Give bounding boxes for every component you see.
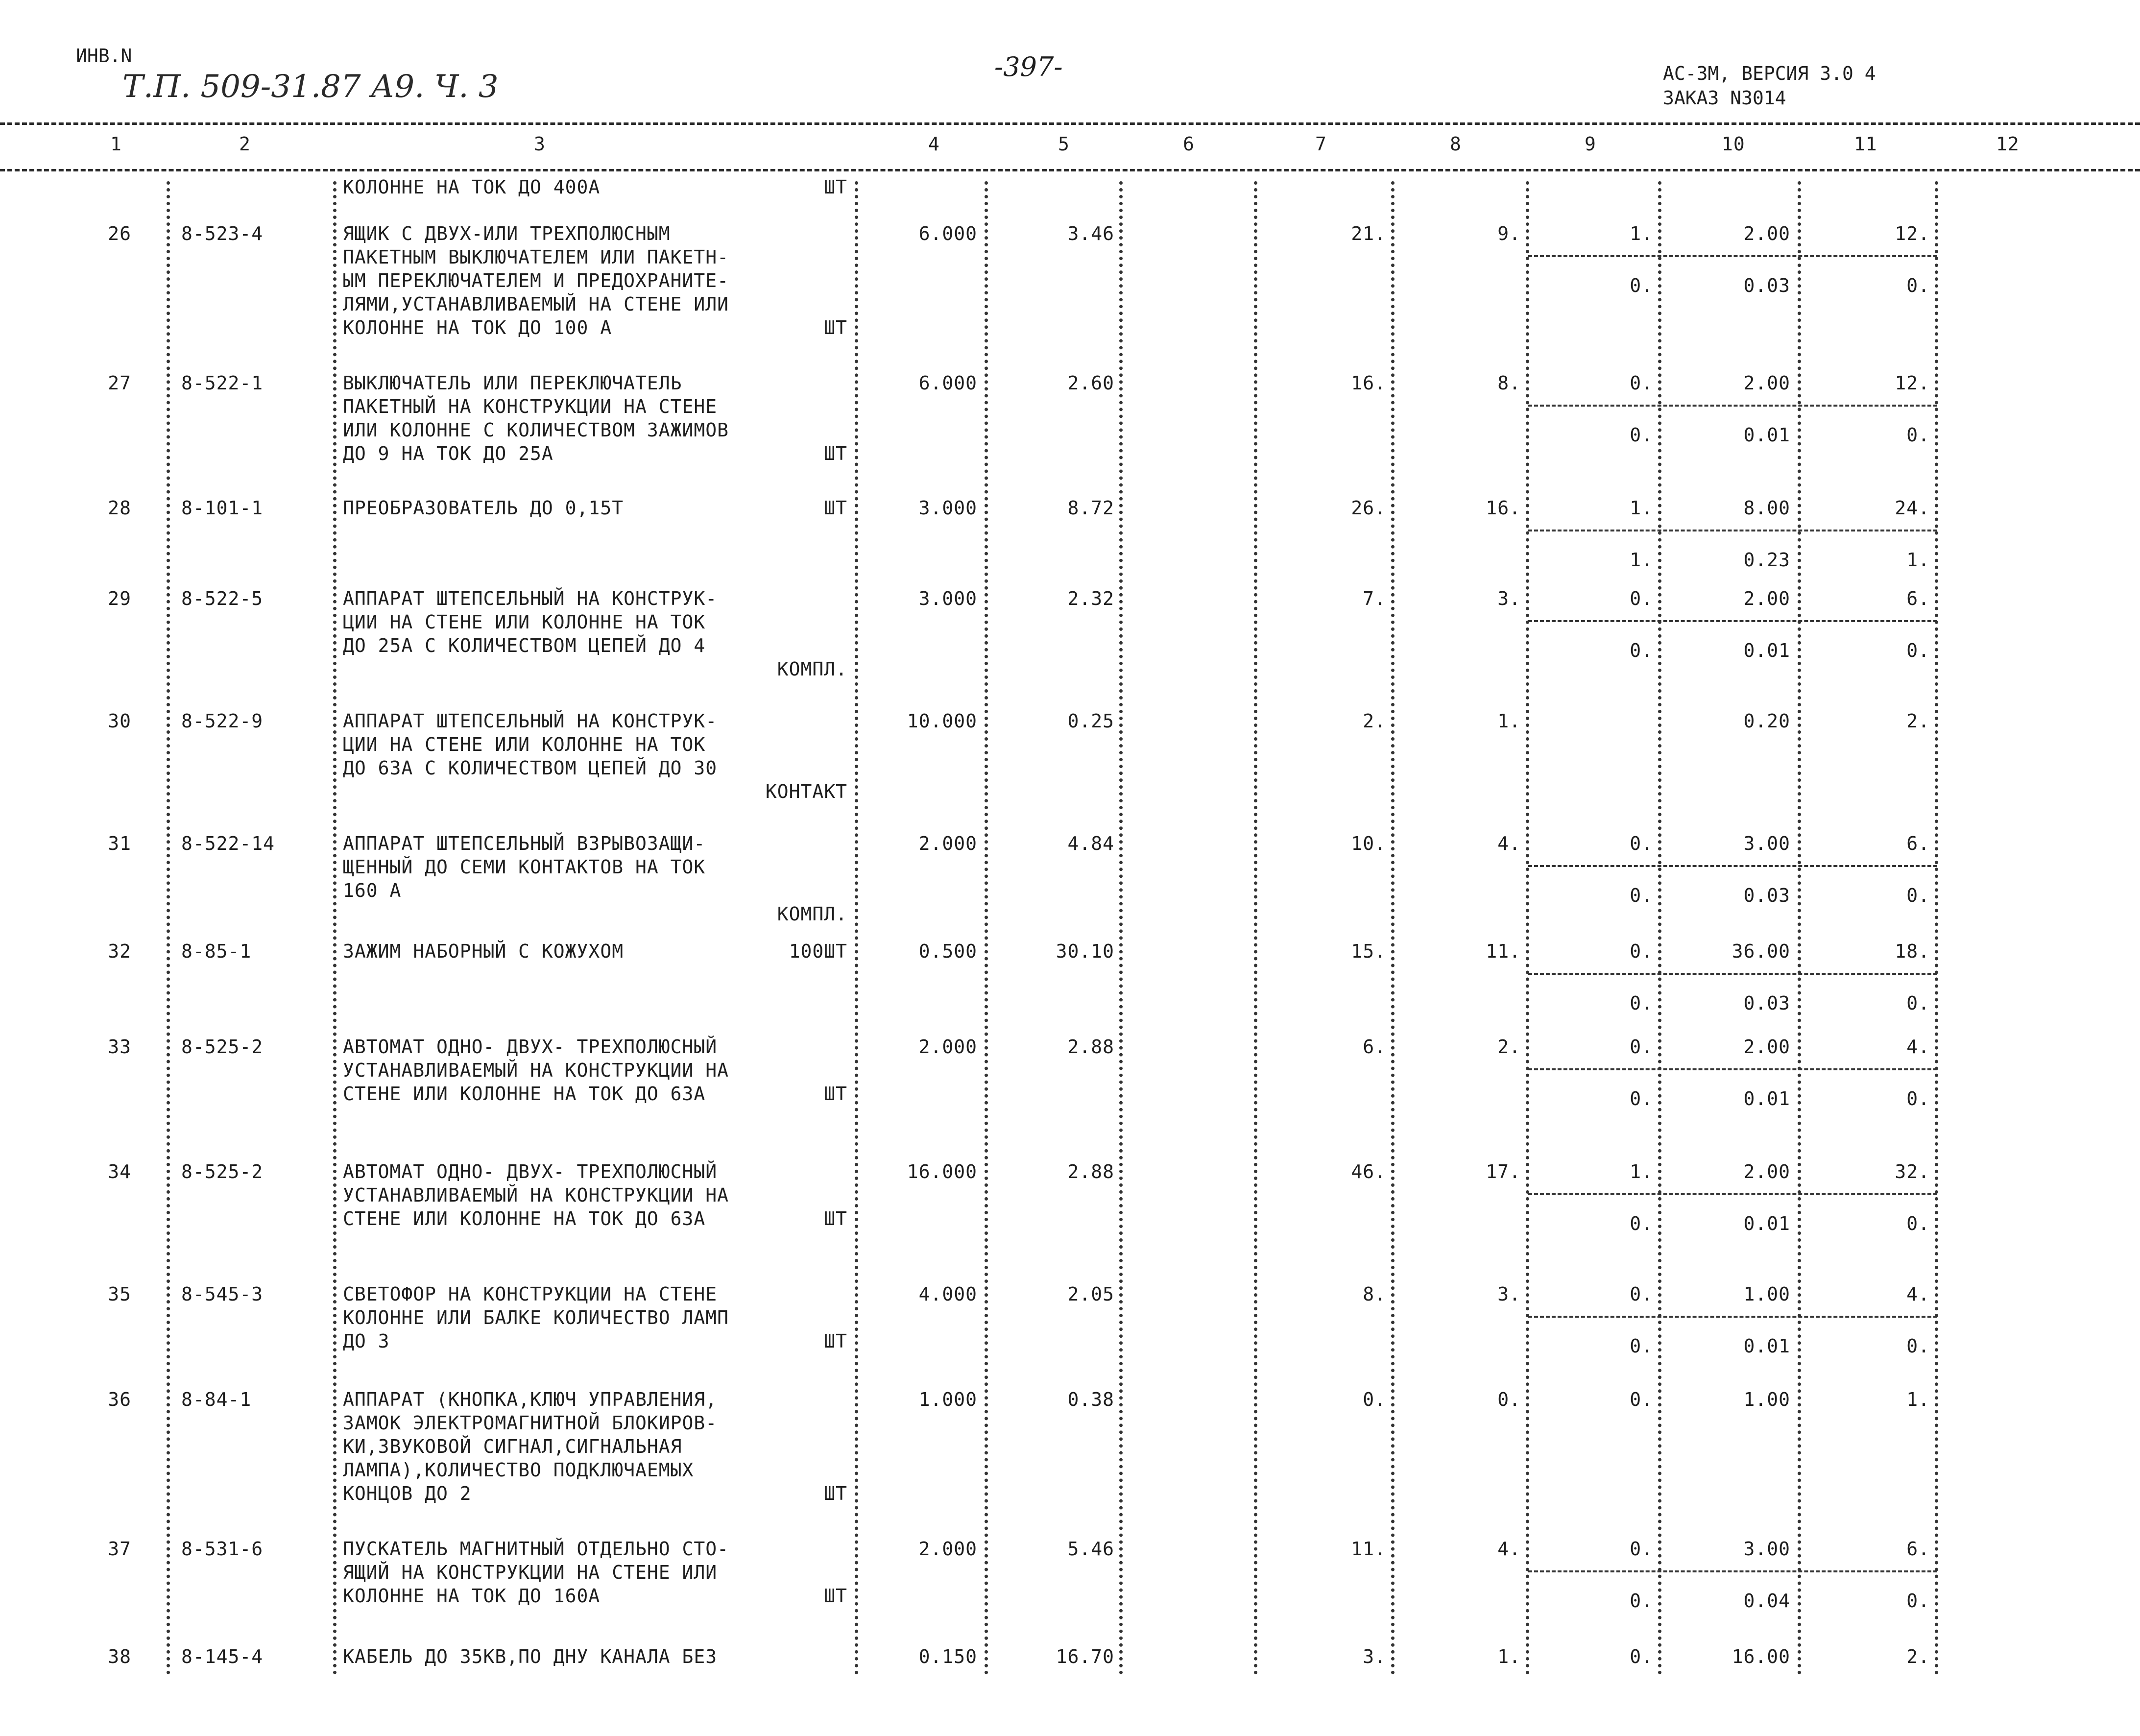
row-description-line: ЗАЖИМ НАБОРНЫЙ С КОЖУХОМ bbox=[343, 940, 624, 962]
cell-b10: 0.03 bbox=[1743, 885, 1790, 906]
row-unit: ШТ bbox=[824, 443, 847, 464]
cell-b9: 0. bbox=[1630, 640, 1653, 661]
row-description-line: ЯЩИЙ НА КОНСТРУКЦИИ НА СТЕНЕ ИЛИ bbox=[343, 1562, 718, 1583]
column-separator bbox=[333, 181, 340, 1675]
row-description-line: УСТАНАВЛИВАЕМЫЙ НА КОНСТРУКЦИИ НА bbox=[343, 1060, 729, 1081]
row-unit: ШТ bbox=[824, 1208, 847, 1230]
cell-b9: 0. bbox=[1630, 992, 1653, 1014]
cell-c10: 3.00 bbox=[1743, 1538, 1790, 1560]
cell-c8: 4. bbox=[1497, 1538, 1521, 1560]
row-unit: ШТ bbox=[824, 1585, 847, 1607]
cell-c7: 46. bbox=[1351, 1161, 1386, 1182]
row-number: 29 bbox=[108, 588, 131, 609]
row-description-line: АВТОМАТ ОДНО- ДВУХ- ТРЕХПОЛЮСНЫЙ bbox=[343, 1161, 718, 1182]
cell-b10: 0.01 bbox=[1743, 1088, 1790, 1109]
row-code: 8-522-1 bbox=[181, 372, 264, 394]
row-description-line: КОЛОННЕ НА ТОК ДО 100 А bbox=[343, 317, 612, 338]
column-separator bbox=[167, 181, 174, 1675]
column-header-11: 11 bbox=[1854, 133, 1877, 155]
row-unit: ШТ bbox=[824, 176, 847, 198]
row-number: 36 bbox=[108, 1389, 131, 1410]
row-description-line: ДО 63А С КОЛИЧЕСТВОМ ЦЕПЕЙ ДО 30 bbox=[343, 757, 718, 779]
cell-c10: 36.00 bbox=[1731, 940, 1790, 962]
cell-c5: 3.46 bbox=[1067, 223, 1114, 244]
subtotal-divider bbox=[1528, 255, 1937, 257]
cell-c11: 6. bbox=[1906, 588, 1930, 609]
cell-c10: 0.20 bbox=[1743, 710, 1790, 732]
cell-c9: 1. bbox=[1630, 497, 1653, 519]
cell-c7: 11. bbox=[1351, 1538, 1386, 1560]
cell-c7: 7. bbox=[1363, 588, 1386, 609]
cell-c11: 12. bbox=[1895, 372, 1930, 394]
row-unit: 100ШТ bbox=[789, 940, 847, 962]
cell-c11: 6. bbox=[1906, 1538, 1930, 1560]
order-label: ЗАКАЗ N3014 bbox=[1663, 87, 1786, 109]
subtotal-divider bbox=[1528, 620, 1937, 622]
row-number: 30 bbox=[108, 710, 131, 732]
row-description-line: СВЕТОФОР НА КОНСТРУКЦИИ НА СТЕНЕ bbox=[343, 1283, 718, 1305]
row-description-line: КАБЕЛЬ ДО 35КВ,ПО ДНУ КАНАЛА БЕЗ bbox=[343, 1646, 718, 1667]
cell-b10: 0.01 bbox=[1743, 1213, 1790, 1234]
cell-b9: 1. bbox=[1630, 549, 1653, 571]
row-description-line: КОЛОННЕ ИЛИ БАЛКЕ КОЛИЧЕСТВО ЛАМП bbox=[343, 1307, 729, 1328]
cell-qty: 2.000 bbox=[918, 1036, 977, 1058]
cell-c10: 2.00 bbox=[1743, 223, 1790, 244]
row-code: 8-523-4 bbox=[181, 223, 264, 244]
cell-qty: 10.000 bbox=[907, 710, 977, 732]
cell-c8: 16. bbox=[1486, 497, 1521, 519]
column-separator bbox=[1391, 181, 1398, 1675]
column-separator bbox=[1798, 181, 1805, 1675]
row-code: 8-522-9 bbox=[181, 710, 264, 732]
cell-c11: 1. bbox=[1906, 1389, 1930, 1410]
subtotal-divider bbox=[1528, 1193, 1937, 1195]
cell-c5: 2.60 bbox=[1067, 372, 1114, 394]
cell-c9: 0. bbox=[1630, 1389, 1653, 1410]
column-separator bbox=[985, 181, 992, 1675]
cell-c8: 0. bbox=[1497, 1389, 1521, 1410]
subtotal-divider bbox=[1528, 865, 1937, 867]
row-description-line: ЦИИ НА СТЕНЕ ИЛИ КОЛОННЕ НА ТОК bbox=[343, 734, 706, 755]
cell-c9: 1. bbox=[1630, 223, 1653, 244]
row-description-line: ЗАМОК ЭЛЕКТРОМАГНИТНОЙ БЛОКИРОВ- bbox=[343, 1412, 718, 1434]
subtotal-divider bbox=[1528, 1570, 1937, 1572]
cell-c11: 18. bbox=[1895, 940, 1930, 962]
cell-b11: 0. bbox=[1906, 1335, 1930, 1357]
cell-b10: 0.04 bbox=[1743, 1590, 1790, 1612]
page-number: -397- bbox=[994, 51, 1063, 82]
cell-b9: 0. bbox=[1630, 275, 1653, 296]
subtotal-divider bbox=[1528, 405, 1937, 407]
row-description-line: ВЫКЛЮЧАТЕЛЬ ИЛИ ПЕРЕКЛЮЧАТЕЛЬ bbox=[343, 372, 682, 394]
column-header-12: 12 bbox=[1996, 133, 2020, 155]
inventory-label: ИНВ.N bbox=[76, 45, 132, 67]
subtotal-divider bbox=[1528, 1068, 1937, 1070]
cell-b11: 0. bbox=[1906, 992, 1930, 1014]
cell-c8: 1. bbox=[1497, 1646, 1521, 1667]
cell-c10: 2.00 bbox=[1743, 588, 1790, 609]
cell-c10: 2.00 bbox=[1743, 1036, 1790, 1058]
row-code: 8-522-5 bbox=[181, 588, 264, 609]
header-bottom-rule bbox=[0, 169, 2140, 171]
header-top-rule bbox=[0, 122, 2140, 125]
cell-qty: 2.000 bbox=[918, 1538, 977, 1560]
cell-c10: 16.00 bbox=[1731, 1646, 1790, 1667]
row-description-line: АППАРАТ ШТЕПСЕЛЬНЫЙ ВЗРЫВОЗАЩИ- bbox=[343, 833, 706, 854]
cell-b11: 0. bbox=[1906, 1088, 1930, 1109]
column-separator bbox=[1526, 181, 1533, 1675]
column-separator bbox=[1254, 181, 1261, 1675]
row-unit: КОНТАКТ bbox=[765, 781, 847, 802]
handwritten-designation: Т.П. 509-31.87 А9. Ч. 3 bbox=[122, 69, 499, 105]
row-number: 33 bbox=[108, 1036, 131, 1058]
row-description-line: КОЛОННЕ НА ТОК ДО 400А bbox=[343, 176, 601, 198]
cell-c7: 3. bbox=[1363, 1646, 1386, 1667]
cell-qty: 3.000 bbox=[918, 497, 977, 519]
row-description-line: ДО 3 bbox=[343, 1330, 390, 1352]
cell-c8: 11. bbox=[1486, 940, 1521, 962]
cell-b10: 0.23 bbox=[1743, 549, 1790, 571]
cell-qty: 0.150 bbox=[918, 1646, 977, 1667]
row-unit: ШТ bbox=[824, 317, 847, 338]
column-separator bbox=[1935, 181, 1942, 1675]
row-description-line: ЛАМПА),КОЛИЧЕСТВО ПОДКЛЮЧАЕМЫХ bbox=[343, 1459, 694, 1481]
row-description-line: ПУСКАТЕЛЬ МАГНИТНЫЙ ОТДЕЛЬНО СТО- bbox=[343, 1538, 729, 1560]
column-separator bbox=[1119, 181, 1127, 1675]
cell-b11: 0. bbox=[1906, 275, 1930, 296]
cell-c10: 1.00 bbox=[1743, 1389, 1790, 1410]
column-separator bbox=[1658, 181, 1665, 1675]
cell-c9: 0. bbox=[1630, 1538, 1653, 1560]
cell-qty: 6.000 bbox=[918, 372, 977, 394]
row-number: 34 bbox=[108, 1161, 131, 1182]
cell-c5: 16.70 bbox=[1056, 1646, 1114, 1667]
column-header-4: 4 bbox=[928, 133, 940, 155]
row-code: 8-545-3 bbox=[181, 1283, 264, 1305]
row-code: 8-525-2 bbox=[181, 1161, 264, 1182]
row-unit: ШТ bbox=[824, 1083, 847, 1105]
cell-c5: 4.84 bbox=[1067, 833, 1114, 854]
cell-b9: 0. bbox=[1630, 885, 1653, 906]
cell-b11: 0. bbox=[1906, 424, 1930, 446]
row-number: 31 bbox=[108, 833, 131, 854]
row-code: 8-522-14 bbox=[181, 833, 275, 854]
cell-c5: 2.32 bbox=[1067, 588, 1114, 609]
row-number: 26 bbox=[108, 223, 131, 244]
cell-c9: 0. bbox=[1630, 1036, 1653, 1058]
cell-c5: 5.46 bbox=[1067, 1538, 1114, 1560]
cell-c9: 0. bbox=[1630, 1646, 1653, 1667]
cell-c8: 9. bbox=[1497, 223, 1521, 244]
cell-b10: 0.01 bbox=[1743, 1335, 1790, 1357]
cell-c8: 4. bbox=[1497, 833, 1521, 854]
version-label: АС-3М, ВЕРСИЯ 3.0 4 bbox=[1663, 63, 1876, 84]
cell-c5: 8.72 bbox=[1067, 497, 1114, 519]
cell-c9: 0. bbox=[1630, 940, 1653, 962]
cell-b9: 0. bbox=[1630, 1335, 1653, 1357]
row-code: 8-85-1 bbox=[181, 940, 252, 962]
cell-b11: 0. bbox=[1906, 1590, 1930, 1612]
cell-c8: 3. bbox=[1497, 1283, 1521, 1305]
row-description-line: ДО 25А С КОЛИЧЕСТВОМ ЦЕПЕЙ ДО 4 bbox=[343, 635, 706, 656]
row-number: 28 bbox=[108, 497, 131, 519]
cell-c11: 2. bbox=[1906, 1646, 1930, 1667]
cell-b11: 0. bbox=[1906, 640, 1930, 661]
subtotal-divider bbox=[1528, 530, 1937, 531]
row-description-line: ЦИИ НА СТЕНЕ ИЛИ КОЛОННЕ НА ТОК bbox=[343, 611, 706, 633]
row-code: 8-84-1 bbox=[181, 1389, 252, 1410]
cell-b11: 1. bbox=[1906, 549, 1930, 571]
row-unit: ШТ bbox=[824, 497, 847, 519]
row-description-line: ПАКЕТНЫМ ВЫКЛЮЧАТЕЛЕМ ИЛИ ПАКЕТН- bbox=[343, 246, 729, 268]
row-code: 8-531-6 bbox=[181, 1538, 264, 1560]
cell-b10: 0.01 bbox=[1743, 640, 1790, 661]
row-description-line: АВТОМАТ ОДНО- ДВУХ- ТРЕХПОЛЮСНЫЙ bbox=[343, 1036, 718, 1058]
row-number: 32 bbox=[108, 940, 131, 962]
row-description-line: ПАКЕТНЫЙ НА КОНСТРУКЦИИ НА СТЕНЕ bbox=[343, 396, 718, 417]
column-header-5: 5 bbox=[1058, 133, 1070, 155]
cell-c7: 15. bbox=[1351, 940, 1386, 962]
row-description-line: ЛЯМИ,УСТАНАВЛИВАЕМЫЙ НА СТЕНЕ ИЛИ bbox=[343, 293, 729, 315]
column-separator bbox=[855, 181, 862, 1675]
row-number: 38 bbox=[108, 1646, 131, 1667]
cell-c7: 26. bbox=[1351, 497, 1386, 519]
cell-c10: 3.00 bbox=[1743, 833, 1790, 854]
cell-c5: 0.38 bbox=[1067, 1389, 1114, 1410]
row-description-line: ИЛИ КОЛОННЕ С КОЛИЧЕСТВОМ ЗАЖИМОВ bbox=[343, 419, 729, 441]
cell-qty: 2.000 bbox=[918, 833, 977, 854]
column-header-7: 7 bbox=[1315, 133, 1327, 155]
cell-b10: 0.03 bbox=[1743, 992, 1790, 1014]
row-description-line: ЫМ ПЕРЕКЛЮЧАТЕЛЕМ И ПРЕДОХРАНИТЕ- bbox=[343, 270, 729, 291]
row-unit: ШТ bbox=[824, 1330, 847, 1352]
row-unit: ШТ bbox=[824, 1483, 847, 1504]
cell-c8: 1. bbox=[1497, 710, 1521, 732]
cell-qty: 0.500 bbox=[918, 940, 977, 962]
cell-qty: 4.000 bbox=[918, 1283, 977, 1305]
cell-qty: 1.000 bbox=[918, 1389, 977, 1410]
cell-c7: 2. bbox=[1363, 710, 1386, 732]
cell-c9: 0. bbox=[1630, 1283, 1653, 1305]
cell-c11: 12. bbox=[1895, 223, 1930, 244]
column-header-3: 3 bbox=[534, 133, 546, 155]
cell-c7: 10. bbox=[1351, 833, 1386, 854]
row-description-line: КОЛОННЕ НА ТОК ДО 160А bbox=[343, 1585, 601, 1607]
cell-b9: 0. bbox=[1630, 1590, 1653, 1612]
row-description-line: СТЕНЕ ИЛИ КОЛОННЕ НА ТОК ДО 63А bbox=[343, 1083, 706, 1105]
cell-b9: 0. bbox=[1630, 424, 1653, 446]
cell-qty: 6.000 bbox=[918, 223, 977, 244]
row-description-line: АППАРАТ (КНОПКА,КЛЮЧ УПРАВЛЕНИЯ, bbox=[343, 1389, 718, 1410]
cell-c7: 16. bbox=[1351, 372, 1386, 394]
cell-c11: 6. bbox=[1906, 833, 1930, 854]
cell-c7: 8. bbox=[1363, 1283, 1386, 1305]
cell-c7: 21. bbox=[1351, 223, 1386, 244]
cell-c7: 6. bbox=[1363, 1036, 1386, 1058]
cell-b9: 0. bbox=[1630, 1213, 1653, 1234]
column-header-8: 8 bbox=[1450, 133, 1462, 155]
cell-c11: 32. bbox=[1895, 1161, 1930, 1182]
column-header-1: 1 bbox=[110, 133, 122, 155]
row-code: 8-145-4 bbox=[181, 1646, 264, 1667]
column-header-10: 10 bbox=[1722, 133, 1745, 155]
cell-c9: 1. bbox=[1630, 1161, 1653, 1182]
cell-b11: 0. bbox=[1906, 1213, 1930, 1234]
row-description-line: СТЕНЕ ИЛИ КОЛОННЕ НА ТОК ДО 63А bbox=[343, 1208, 706, 1230]
cell-b10: 0.01 bbox=[1743, 424, 1790, 446]
cell-b9: 0. bbox=[1630, 1088, 1653, 1109]
cell-c9: 0. bbox=[1630, 588, 1653, 609]
cell-qty: 16.000 bbox=[907, 1161, 977, 1182]
cell-c8: 2. bbox=[1497, 1036, 1521, 1058]
cell-c8: 3. bbox=[1497, 588, 1521, 609]
row-number: 35 bbox=[108, 1283, 131, 1305]
cell-c9: 0. bbox=[1630, 372, 1653, 394]
cell-c10: 8.00 bbox=[1743, 497, 1790, 519]
cell-c11: 4. bbox=[1906, 1036, 1930, 1058]
cell-c5: 30.10 bbox=[1056, 940, 1114, 962]
cell-c7: 0. bbox=[1363, 1389, 1386, 1410]
row-unit: КОМПЛ. bbox=[777, 658, 847, 680]
row-description-line: ЩЕННЫЙ ДО СЕМИ КОНТАКТОВ НА ТОК bbox=[343, 856, 706, 878]
column-header-9: 9 bbox=[1585, 133, 1596, 155]
cell-c5: 0.25 bbox=[1067, 710, 1114, 732]
row-number: 37 bbox=[108, 1538, 131, 1560]
cell-c11: 4. bbox=[1906, 1283, 1930, 1305]
column-header-6: 6 bbox=[1183, 133, 1195, 155]
cell-c8: 8. bbox=[1497, 372, 1521, 394]
cell-c11: 2. bbox=[1906, 710, 1930, 732]
cell-c9: 0. bbox=[1630, 833, 1653, 854]
cell-qty: 3.000 bbox=[918, 588, 977, 609]
row-description-line: ДО 9 НА ТОК ДО 25А bbox=[343, 443, 553, 464]
cell-c10: 2.00 bbox=[1743, 1161, 1790, 1182]
row-description-line: КИ,ЗВУКОВОЙ СИГНАЛ,СИГНАЛЬНАЯ bbox=[343, 1436, 682, 1457]
column-header-2: 2 bbox=[239, 133, 251, 155]
cell-b10: 0.03 bbox=[1743, 275, 1790, 296]
row-number: 27 bbox=[108, 372, 131, 394]
cell-c11: 24. bbox=[1895, 497, 1930, 519]
row-description-line: АППАРАТ ШТЕПСЕЛЬНЫЙ НА КОНСТРУК- bbox=[343, 710, 718, 732]
row-description-line: 160 А bbox=[343, 880, 402, 901]
cell-c5: 2.05 bbox=[1067, 1283, 1114, 1305]
cell-c10: 1.00 bbox=[1743, 1283, 1790, 1305]
row-description-line: ЯЩИК С ДВУХ-ИЛИ ТРЕХПОЛЮСНЫМ bbox=[343, 223, 671, 244]
cell-c10: 2.00 bbox=[1743, 372, 1790, 394]
row-description-line: АППАРАТ ШТЕПСЕЛЬНЫЙ НА КОНСТРУК- bbox=[343, 588, 718, 609]
row-code: 8-101-1 bbox=[181, 497, 264, 519]
cell-c8: 17. bbox=[1486, 1161, 1521, 1182]
row-description-line: УСТАНАВЛИВАЕМЫЙ НА КОНСТРУКЦИИ НА bbox=[343, 1184, 729, 1206]
row-description-line: ПРЕОБРАЗОВАТЕЛЬ ДО 0,15Т bbox=[343, 497, 624, 519]
row-unit: КОМПЛ. bbox=[777, 903, 847, 925]
row-description-line: КОНЦОВ ДО 2 bbox=[343, 1483, 472, 1504]
cell-c5: 2.88 bbox=[1067, 1036, 1114, 1058]
subtotal-divider bbox=[1528, 1316, 1937, 1318]
cell-c5: 2.88 bbox=[1067, 1161, 1114, 1182]
subtotal-divider bbox=[1528, 973, 1937, 975]
row-code: 8-525-2 bbox=[181, 1036, 264, 1058]
cell-b11: 0. bbox=[1906, 885, 1930, 906]
